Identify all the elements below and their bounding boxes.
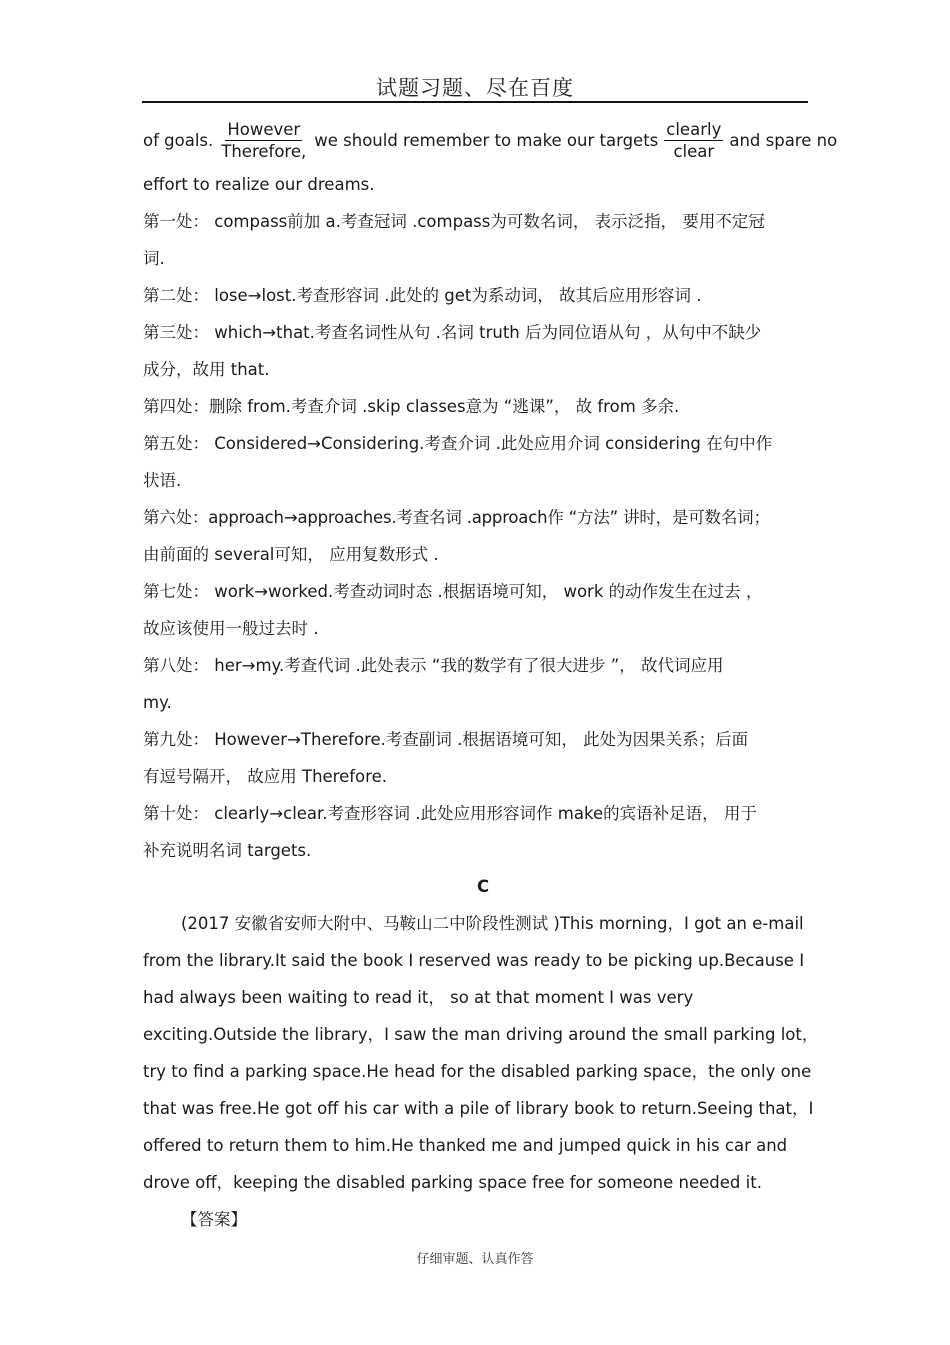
- text-line: 第八处： her→my.考查代词 .此处表示 “我的数学有了很大进步 ”， 故代词应用: [143, 656, 724, 675]
- text-line: 第二处： lose→lost.考查形容词 .此处的 get为系动词， 故其后应用形容词 .: [143, 286, 702, 305]
- fraction-top: However: [227, 119, 301, 139]
- text-line: 第四处：删除 from.考查介词 .skip classes意为 “逃课”， 故 from 多余.: [143, 397, 680, 416]
- text-line: my.: [143, 693, 172, 712]
- text-line: 状语.: [143, 471, 182, 490]
- text-line: 补充说明名词 targets.: [143, 841, 312, 860]
- section-letter: C: [476, 877, 490, 896]
- text-line: 第一处： compass前加 a.考查冠词 .compass为可数名词， 表示泛指， 要用不定冠: [143, 212, 765, 231]
- answer-label: 【答案】: [181, 1210, 247, 1229]
- text-line: 第七处： work→worked.考查动词时态 .根据语境可知， work 的动作发生在过去 ，: [143, 582, 763, 601]
- fraction-clearly-clear: [664, 119, 723, 162]
- first-line: [143, 114, 838, 166]
- page-header-title: 试题习题、尽在百度: [376, 76, 574, 100]
- text-line: 由前面的 several可知， 应用复数形式 .: [143, 545, 439, 564]
- text-line: 故应该使用一般过去时 .: [143, 619, 319, 638]
- fraction-top: clearly: [666, 119, 722, 139]
- text-line: 有逗号隔开， 故应用 Therefore.: [143, 767, 387, 786]
- text-line: 第五处： Considered→Considering.考查介词 .此处应用介词 considering 在句中作: [143, 434, 773, 453]
- text-line: 词.: [143, 249, 165, 268]
- document-body: [143, 114, 838, 1238]
- fraction-however-therefore: [219, 119, 308, 162]
- text-line: 第六处：approach→approaches.考查名词 .approach作 “方法” 讲时，是可数名词；: [143, 508, 770, 527]
- text-line: 第三处： which→that.考查名词性从句 .名词 truth 后为同位语从句 ，从句中不缺少: [143, 323, 762, 342]
- first-line-suffix: and spare no: [729, 130, 838, 150]
- text-line: effort to realize our dreams.: [143, 175, 375, 194]
- fraction-bottom: clear: [673, 141, 715, 161]
- text-line: 第九处： However→Therefore.考查副词 .根据语境可知， 此处为因果关系；后面: [143, 730, 749, 749]
- passage-text: (2017 安徽省安师大附中、马鞍山二中阶段性测试 )This morning，I got an e-mail from the library.It said the book I reserved was ready to be picking up.Because I had always been waiting to read it， so at that moment I was very exciting.Outside the library，I saw the man driving around the small parking lot，try to find a parking space.He head for the disabled parking space，the only one that was free.He got off his car with a pile of library book to return.Seeing that，I offered to return them to him.He thanked me and jumped quick in his car and drove off，keeping the disabled parking space free for someone needed it.: [143, 914, 819, 1192]
- fraction-bottom: Therefore,: [221, 141, 307, 161]
- text-line: 成分，故用 that.: [143, 360, 270, 379]
- page-footer: 仔细审题、认真作答: [416, 1252, 534, 1267]
- text-line: 第十处： clearly→clear.考查形容词 .此处应用形容词作 make的宾语补足语， 用于: [143, 804, 757, 823]
- header-divider: [142, 101, 808, 103]
- first-line-middle: we should remember to make our targets: [314, 130, 659, 150]
- first-line-prefix: of goals.: [143, 130, 214, 150]
